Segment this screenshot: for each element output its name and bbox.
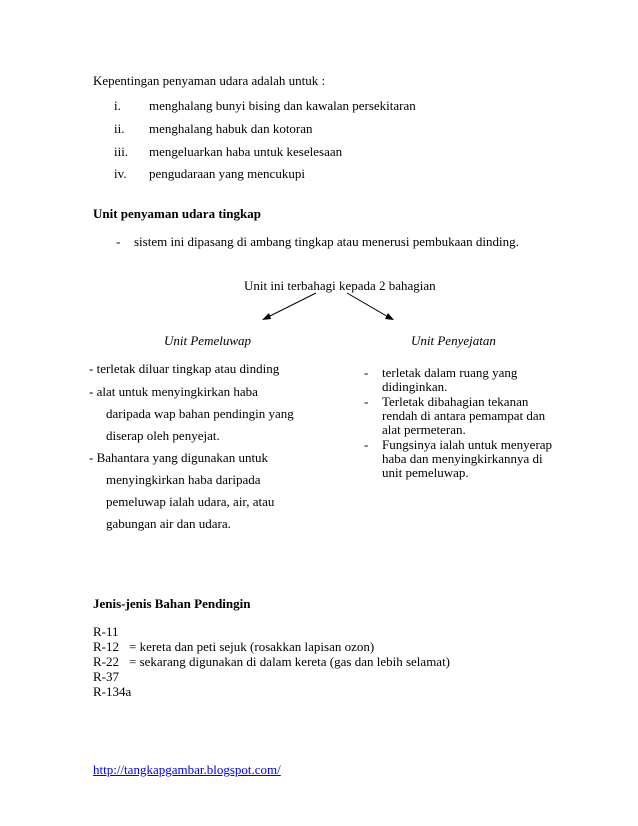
list-number: ii. <box>114 121 125 136</box>
refrigerant-code: R-11 <box>93 624 119 639</box>
arrow-left <box>266 293 316 318</box>
arrow-right <box>347 293 390 318</box>
split-label: Unit ini terbahagi kepada 2 bahagian <box>244 278 436 293</box>
right-line: terletak dalam ruang yang <box>382 365 518 380</box>
left-line: pemeluwap ialah udara, air, atau <box>106 494 275 509</box>
footer-link[interactable]: http://tangkapgambar.blogspot.com/ <box>93 762 281 777</box>
left-line: daripada wap bahan pendingin yang <box>106 406 294 421</box>
list-number: iii. <box>114 144 129 159</box>
right-line: Terletak dibahagian tekanan <box>382 394 529 409</box>
bullet-dash: - <box>116 234 121 249</box>
left-title: Unit Pemeluwap <box>164 333 252 348</box>
refrigerant-code: R-22 <box>93 654 119 669</box>
refrigerant-desc: = sekarang digunakan di dalam kereta (gas dan lebih selamat) <box>129 654 451 669</box>
right-line: rendah di antara pemampat dan <box>382 408 546 423</box>
right-dash: - <box>364 394 369 409</box>
list-item: menghalang bunyi bising dan kawalan persekitaran <box>149 98 416 113</box>
right-line: haba dan menyingkirkannya di <box>382 451 543 466</box>
list-item: pengudaraan yang mencukupi <box>149 166 305 181</box>
left-line: - Bahantara yang digunakan untuk <box>89 450 269 465</box>
intro-text: Kepentingan penyaman udara adalah untuk : <box>93 73 326 88</box>
right-line: didinginkan. <box>382 379 448 394</box>
left-line: - terletak diluar tingkap atau dinding <box>89 361 280 376</box>
left-line: diserap oleh penyejat. <box>106 428 220 443</box>
right-line: Fungsinya ialah untuk menyerap <box>382 437 553 452</box>
list-number: iv. <box>114 166 127 181</box>
arrowhead-left <box>262 313 271 320</box>
list-number: i. <box>114 98 121 113</box>
list-item: menghalang habuk dan kotoran <box>149 121 313 136</box>
refrigerant-code: R-134a <box>93 684 132 699</box>
right-dash: - <box>364 365 369 380</box>
right-dash: - <box>364 437 369 452</box>
section-heading-window-unit: Unit penyaman udara tingkap <box>93 206 261 221</box>
refrigerant-code: R-37 <box>93 669 119 684</box>
left-line: - alat untuk menyingkirkan haba <box>89 384 258 399</box>
right-line: unit pemeluwap. <box>382 465 469 480</box>
left-line: gabungan air dan udara. <box>106 516 231 531</box>
bullet-text: sistem ini dipasang di ambang tingkap atau menerusi pembukaan dinding. <box>134 234 519 249</box>
refrigerant-desc: = kereta dan peti sejuk (rosakkan lapisan ozon) <box>129 639 375 654</box>
right-title: Unit Penyejatan <box>411 333 496 348</box>
left-line: menyingkirkan haba daripada <box>106 472 261 487</box>
list-item: mengeluarkan haba untuk keselesaan <box>149 144 343 159</box>
section-heading-refrigerants: Jenis-jenis Bahan Pendingin <box>93 596 251 611</box>
right-line: alat permeteran. <box>382 422 466 437</box>
refrigerant-code: R-12 <box>93 639 119 654</box>
arrowhead-right <box>385 313 394 320</box>
